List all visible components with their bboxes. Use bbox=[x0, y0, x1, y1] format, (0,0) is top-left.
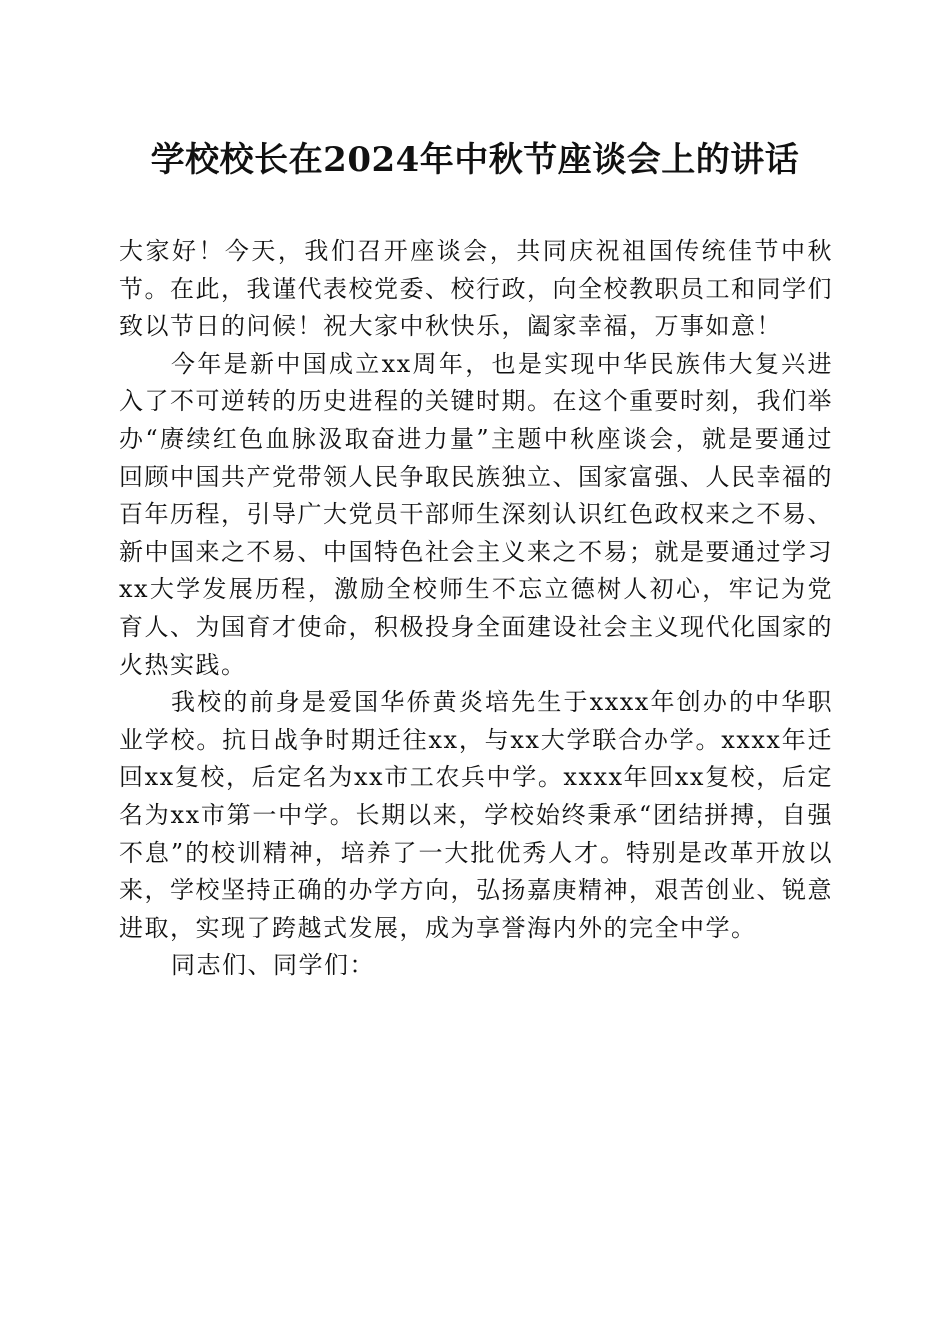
paragraph-salutation: 同志们、同学们： bbox=[171, 951, 375, 980]
paragraph-school-history: 我校的前身是爱国华侨黄炎培先生于xxxx年创办的中华职业学校。抗日战争时期迁往xx，与xx大学联合办学。xxxx年迁回xx复校，后定名为xx市工农兵中学。xxxx年回xx复校，后定名为xx市第一中学。长期以来，学校始终秉承“团结拼搏，自强不息”的校训精神，培养了一大批优秀人才。特别是改革开放以来，学校坚持正确的办学方向，弘扬嘉庚精神，艰苦创业、锐意进取，实现了跨越式发展，成为享誉海内外的完全中学。 bbox=[119, 688, 833, 942]
paragraph-anniversary: 今年是新中国成立xx周年，也是实现中华民族伟大复兴进入了不可逆转的历史进程的关键时期。在这个重要时刻，我们举办“赓续红色血脉汲取奋进力量”主题中秋座谈会，就是要通过回顾中国共产党带领人民争取民族独立、国家富强、人民幸福的百年历程，引导广大党员干部师生深刻认识红色政权来之不易、新中国来之不易、中国特色社会主义来之不易；就是要通过学习xx大学发展历程，激励全校师生不忘立德树人初心，牢记为党育人、为国育才使命，积极投身全面建设社会主义现代化国家的火热实践。 bbox=[119, 349, 833, 679]
document-title: 学校校长在2024年中秋节座谈会上的讲话 bbox=[150, 140, 800, 180]
paragraph-greeting: 大家好！今天，我们召开座谈会，共同庆祝祖国传统佳节中秋节。在此，我谨代表校党委、校行政，向全校教职员工和同学们致以节日的问候！祝大家中秋快乐，阖家幸福，万事如意！ bbox=[119, 237, 833, 341]
document-body bbox=[119, 233, 833, 985]
